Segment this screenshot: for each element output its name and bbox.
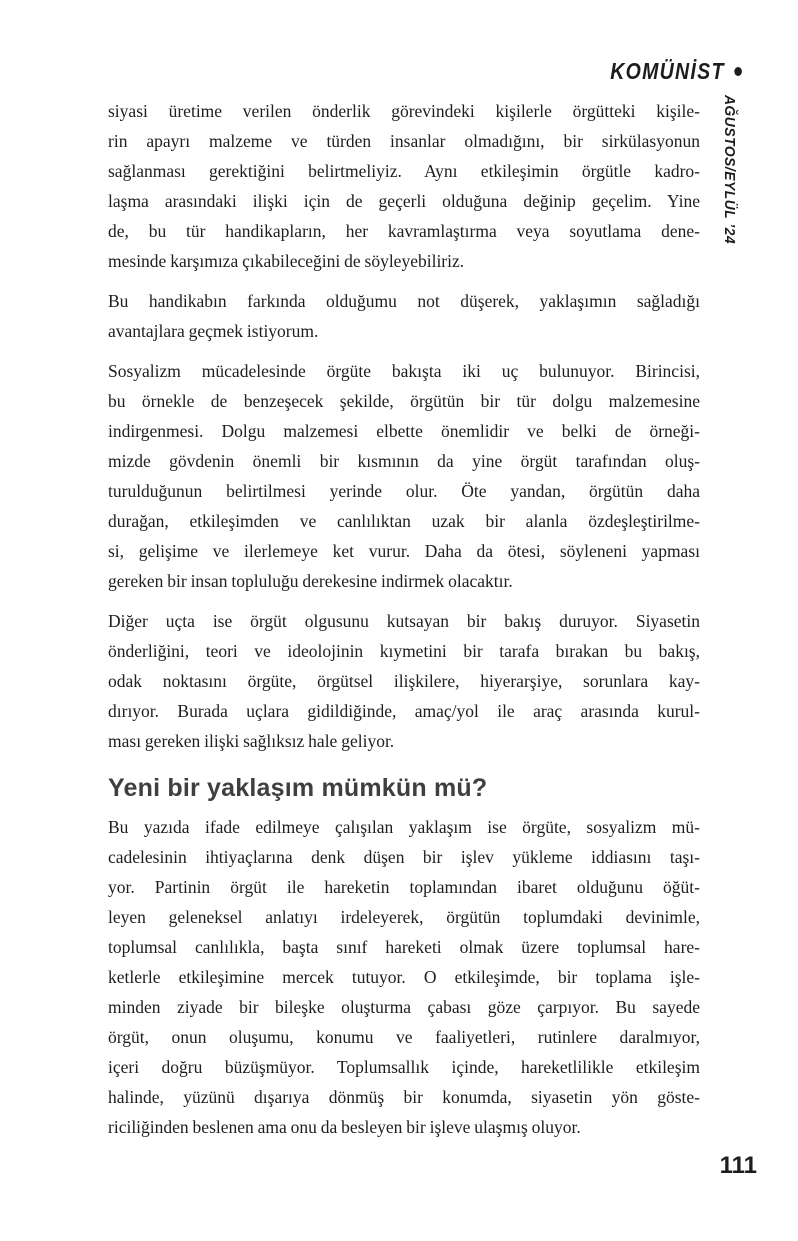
text-line: turulduğunun belirtilmesi yerinde olur. Öte yandan, örgütün daha xyxy=(108,481,700,501)
text-line: Diğer uçta ise örgüt olgusunu kutsayan bir bakış duruyor. Siyasetin xyxy=(108,611,700,631)
page-number: 111 xyxy=(719,1152,757,1179)
text-line: Bu handikabın farkında olduğumu not düşerek, yaklaşımın sağladığı xyxy=(108,291,700,311)
text-line: minden ziyade bir bileşke oluşturma çabası göze çarpıyor. Bu sayede xyxy=(108,997,700,1017)
text-line: avantajlara geçmek istiyorum. xyxy=(108,321,319,341)
paragraph xyxy=(108,286,700,346)
text-line: cadelesinin ihtiyaçlarına denk düşen bir işlev yükleme iddiasını taşı- xyxy=(108,847,700,867)
paragraph xyxy=(108,606,700,756)
journal-masthead xyxy=(611,58,742,85)
text-line: odak noktasını örgüte, örgütsel ilişkilere, hiyerarşiye, sorunlara kay- xyxy=(108,671,700,691)
text-line: siyasi üretime verilen önderlik görevindeki kişilerle örgütteki kişile- xyxy=(108,101,700,121)
text-line: ketlerle etkileşimine mercek tutuyor. O etkileşimde, bir toplama işle- xyxy=(108,967,700,987)
text-line: de, bu tür handikapların, her kavramlaştırma veya soyutlama dene- xyxy=(108,221,700,241)
text-line: örgüt, onun oluşumu, konumu ve faaliyetleri, rutinlere daralmıyor, xyxy=(108,1027,700,1047)
issue-date-vertical-label: AĞUSTOS/EYLÜL ’24 xyxy=(721,95,737,245)
text-line: indirgenmesi. Dolgu malzemesi elbette önemlidir ve belki de örneği- xyxy=(108,421,700,441)
journal-title: KOMÜNİST xyxy=(610,58,725,84)
paragraph xyxy=(108,812,700,1142)
text-line: gereken bir insan topluluğu derekesine indirmek olacaktır. xyxy=(108,571,513,591)
text-line: leyen geleneksel anlatıyı irdeleyerek, örgütün toplumdaki devinimle, xyxy=(108,907,700,927)
text-line: dırıyor. Burada uçlara gidildiğinde, amaç/yol ile araç arasında kurul- xyxy=(108,701,700,721)
text-line: yor. Partinin örgüt ile hareketin toplamından ibaret olduğunu öğüt- xyxy=(108,877,700,897)
article-body xyxy=(108,96,700,1142)
text-line: si, gelişime ve ilerlemeye ket vurur. Daha da ötesi, söyleneni yapması xyxy=(108,541,700,561)
text-line: sağlanması gerektiğini belirtmeliyiz. Aynı etkileşimin örgütle kadro- xyxy=(108,161,700,181)
text-line: riciliğinden beslenen ama onu da besleyen bir işleve ulaşmış oluyor. xyxy=(108,1117,581,1137)
text-line: toplumsal canlılıkla, başta sınıf hareketi olmak üzere toplumsal hare- xyxy=(108,937,700,957)
text-line: Sosyalizm mücadelesinde örgüte bakışta iki uç bulunuyor. Birincisi, xyxy=(108,361,700,381)
text-line: mesinde karşımıza çıkabileceğini de söyleyebiliriz. xyxy=(108,251,465,271)
bullet-icon xyxy=(734,67,742,76)
section-heading: Yeni bir yaklaşım mümkün mü? xyxy=(108,774,488,802)
text-line: önderliğini, teori ve ideolojinin kıymetini bir tarafa bırakan bu bakış, xyxy=(108,641,700,661)
text-line: halinde, yüzünü dışarıya dönmüş bir konumda, siyasetin yön göste- xyxy=(108,1087,700,1107)
text-line: bu örnekle de benzeşecek şekilde, örgütün bir tür dolgu malzemesine xyxy=(108,391,700,411)
text-line: rin apayrı malzeme ve türden insanlar olmadığını, bir sirkülasyonun xyxy=(108,131,700,151)
text-line: içeri doğru büzüşmüyor. Toplumsallık içinde, hareketlilikle etkileşim xyxy=(108,1057,700,1077)
text-line: laşma arasındaki ilişki için de geçerli olduğuna değinip geçelim. Yine xyxy=(108,191,700,211)
paragraph xyxy=(108,356,700,596)
text-line: durağan, etkileşimden ve canlılıktan uzak bir alanla özdeşleştirilme- xyxy=(108,511,700,531)
text-line: mizde gövdenin önemli bir kısmının da yine örgüt tarafından oluş- xyxy=(108,451,700,471)
text-line: ması gereken ilişki sağlıksız hale geliyor. xyxy=(108,731,395,751)
paragraph xyxy=(108,96,700,276)
text-line: Bu yazıda ifade edilmeye çalışılan yaklaşım ise örgüte, sosyalizm mü- xyxy=(108,817,700,837)
